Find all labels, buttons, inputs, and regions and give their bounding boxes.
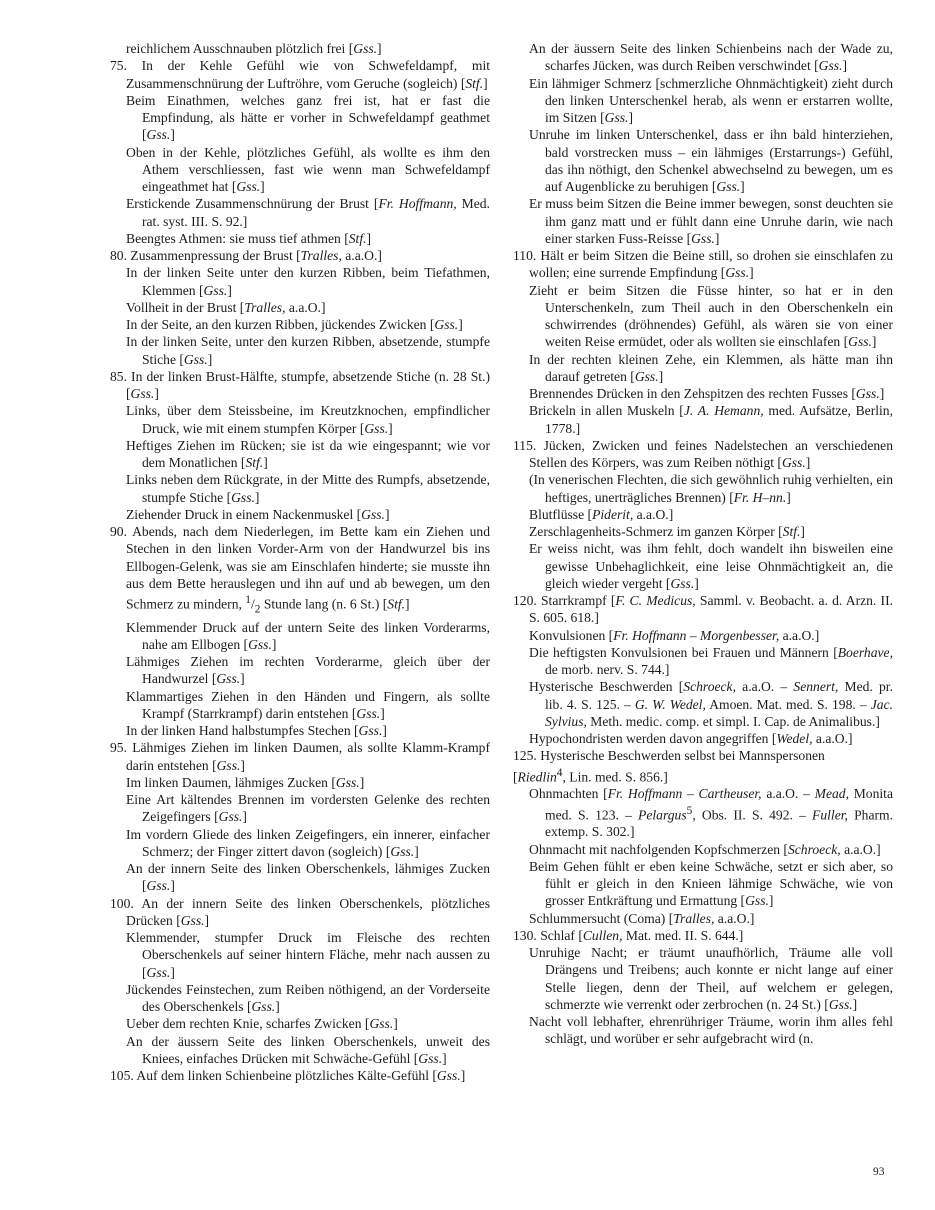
symptom-entry: Hysterische Beschwerden [Schroeck, a.a.O. – Sennert, Med. pr. lib. 4. S. 125. – G. W. Wedel, Amoen. Mat. med. S. 198. – Jac. Sylvius, Meth. medic. comp. et simpl. I. Cap. de Animalibus.] — [529, 679, 893, 729]
symptom-entry: Im vordern Gliede des linken Zeigefingers, ein innerer, einfacher Schmerz; der Finger zittert davon (sogleich) [Gss.] — [126, 826, 490, 859]
symptom-entry: reichlichem Ausschnauben plötzlich frei [Gss.] — [126, 41, 382, 56]
numbered-symptom-entry: 110. Hält er beim Sitzen die Beine still, so drohen sie einschlafen zu wollen; eine surrende Empfindung [Gss.] — [513, 248, 893, 281]
numbered-symptom-entry: 125. Hysterische Beschwerden selbst bei Mannspersonen — [513, 748, 825, 764]
symptom-entry: Beim Einathmen, welches ganz frei ist, hat er fast die Empfindung, als hätte er vorher in Schwefeldampf geathmet [Gss.] — [126, 92, 490, 143]
symptom-entry: Jückendes Feinstechen, zum Reiben nöthigend, an der Vorderseite des Oberschenkels [Gss.] — [126, 981, 490, 1014]
symptom-entry: Ein lähmiger Schmerz [schmerzliche Ohnmächtigkeit) zieht durch den linken Unterschenkel herab, als wenn er erstarren wollte, im Sitzen [Gss.] — [529, 75, 893, 125]
symptom-entry: In der Seite, an den kurzen Ribben, jückendes Zwicken [Gss.] — [126, 317, 463, 332]
symptom-entry: Ohnmacht mit nachfolgenden Kopfschmerzen [Schroeck, a.a.O.] — [529, 841, 881, 857]
symptom-entry: Ueber dem rechten Knie, scharfes Zwicken [Gss.] — [126, 1016, 398, 1032]
numbered-symptom-entry: 130. Schlaf [Cullen, Mat. med. II. S. 644.] — [513, 927, 744, 943]
symptom-entry: Beengtes Athmen: sie muss tief athmen [Stf.] — [126, 230, 372, 246]
right-column — [513, 40, 893, 1048]
symptom-entry: Schlummersucht (Coma) [Tralles, a.a.O.] — [529, 910, 755, 926]
numbered-symptom-entry: 90. Abends, nach dem Niederlegen, im Bette kam ein Ziehen und Stechen in den linken Vorder-Arm von der Handwurzel bis ins Ellbogen-Gelenk, was sie am Einschlafen hinderte; sie musste ihn aus dem Bette herauslegen und ihn auf und ab bewegen, um den Schmerz zu mindern, $^1/_2$ Stunde lang (n. 6 St.) [Stf.] — [110, 524, 490, 616]
symptom-entry: In der linken Hand halbstumpfes Stechen [Gss.] — [126, 723, 387, 738]
symptom-entry: Ziehender Druck in einem Nackenmuskel [Gss.] — [126, 506, 390, 522]
symptom-entry: Beim Gehen fühlt er eben keine Schwäche, setzt er sich aber, so fühlt er gleich in den Knieen lähmige Schwäche, wie von grosser Entkräftung und Ermattung [Gss.] — [529, 858, 893, 909]
symptom-entry: Er weiss nicht, was ihm fehlt, doch wandelt ihn bisweilen eine gewisse Unbehaglichkeit, eine leise Ohnmächtigkeit an, die gleich wieder vergeht [Gss.] — [529, 541, 893, 591]
symptom-entry: Klemmender, stumpfer Druck im Fleische des rechten Oberschenkels auf seiner hintern Fläche, mehr nach aussen zu [Gss.] — [126, 930, 490, 980]
numbered-symptom-entry: 80. Zusammenpressung der Brust [Tralles, a.a.O.] — [110, 248, 382, 263]
symptom-entry: Brennendes Drücken in den Zehspitzen des rechten Fusses [Gss.] — [529, 386, 885, 401]
symptom-entry: [Riedlin$^4$, Lin. med. S. 856.] — [513, 766, 668, 785]
symptom-entry: Zerschlagenheits-Schmerz im ganzen Körper [Stf.] — [529, 524, 805, 539]
symptom-entry: Lähmiges Ziehen im rechten Vorderarme, gleich über der Handwurzel [Gss.] — [126, 654, 490, 687]
symptom-entry: Ohnmachten [Fr. Hoffmann – Cartheuser, a.a.O. – Mead, Monita med. S. 123. – Pelargus$^5$, Obs. II. S. 492. – Fuller, Pharm. extemp. S. 302.] — [529, 786, 893, 840]
symptom-entry: Klammartiges Ziehen in den Händen und Fingern, als sollte Krampf (Starrkrampf) darin entstehen [Gss.] — [126, 688, 490, 721]
numbered-symptom-entry: 95. Lähmiges Ziehen im linken Daumen, als sollte Klamm-Krampf darin entstehen [Gss.] — [110, 740, 490, 773]
numbered-symptom-entry: 100. An der innern Seite des linken Oberschenkels, plötzliches Drücken [Gss.] — [110, 895, 490, 928]
numbered-symptom-entry: 115. Jücken, Zwicken und feines Nadelstechen an verschiedenen Stellen des Körpers, was zum Reiben nöthigt [Gss.] — [513, 437, 893, 470]
symptom-entry: Vollheit in der Brust [Tralles, a.a.O.] — [126, 299, 326, 315]
symptom-entry: Brickeln in allen Muskeln [J. A. Hemann, med. Aufsätze, Berlin, 1778.] — [529, 403, 893, 436]
symptom-entry: Zieht er beim Sitzen die Füsse hinter, so hat er in den Unterschenkeln, zum Theil auch in den Oberschenkeln ein schwirrendes (dröhnendes) Gefühl, als wären sie von einer weiten Reise ermüdet, oder als wollten sie einschlafen [Gss.] — [529, 282, 893, 350]
symptom-entry: An der äussern Seite des linken Oberschenkels, unweit des Kniees, einfaches Drücken mit Schwäche-Gefühl [Gss.] — [126, 1033, 490, 1066]
symptom-entry: An der innern Seite des linken Oberschenkels, lähmiges Zucken [Gss.] — [126, 861, 490, 894]
left-column — [110, 40, 490, 1084]
numbered-symptom-entry: 120. Starrkrampf [F. C. Medicus, Samml. v. Beobacht. a. d. Arzn. II. S. 605. 618.] — [513, 593, 893, 626]
symptom-entry: (In venerischen Flechten, die sich gewöhnlich ruhig verhielten, ein heftiges, unerträgliches Brennen) [Fr. H–nn.] — [529, 472, 893, 505]
symptom-entry: Klemmender Druck auf der untern Seite des linken Vorderarms, nahe am Ellbogen [Gss.] — [126, 619, 490, 652]
symptom-entry: Eine Art kältendes Brennen im vordersten Gelenke des rechten Zeigefingers [Gss.] — [126, 792, 490, 825]
symptom-entry: Im linken Daumen, lähmiges Zucken [Gss.] — [126, 774, 365, 790]
symptom-entry: Oben in der Kehle, plötzliches Gefühl, als wollte es ihm den Athem verschliessen, fast wie wenn man Schwefeldampf eingeathmet hat [Gss.] — [126, 144, 490, 194]
symptom-entry: Unruhige Nacht; er träumt unaufhörlich, Träume alle voll Drängens und Treibens; auch konnte er nicht lange auf einer Stelle liegen, denn der Theil, auf welchem er gelegen, schmerzte wie verrenkt oder zerbrochen (n. 24 St.) [Gss.] — [529, 945, 893, 1012]
symptom-entry: Heftiges Ziehen im Rücken; sie ist da wie eingespannt; wie vor dem Monatlichen [Stf.] — [126, 437, 490, 470]
symptom-entry: Nacht voll lebhafter, ehrenrühriger Träume, worin ihm alles fehl schlägt, und worüber er sehr aufgebracht wird (n. — [529, 1014, 893, 1047]
symptom-entry: Die heftigsten Konvulsionen bei Frauen und Männern [Boerhave, de morb. nerv. S. 744.] — [529, 644, 893, 677]
symptom-entry: An der äussern Seite des linken Schienbeins nach der Wade zu, scharfes Jücken, was durch Reiben verschwindet [Gss.] — [529, 41, 893, 74]
symptom-entry: Links neben dem Rückgrate, in der Mitte des Rumpfs, absetzende, stumpfe Stiche [Gss.] — [126, 472, 490, 505]
symptom-entry: In der linken Seite, unter den kurzen Ribben, absetzende, stumpfe Stiche [Gss.] — [126, 334, 490, 367]
symptom-entry: Blutflüsse [Piderit, a.a.O.] — [529, 506, 674, 522]
symptom-entry: In der rechten kleinen Zehe, ein Klemmen, als hätte man ihn darauf getreten [Gss.] — [529, 351, 893, 384]
symptom-entry: Unruhe im linken Unterschenkel, dass er ihn bald hinterziehen, bald vorstrecken muss – ein lähmiges (Erstarrungs-) Gefühl, das ihn nöthigt, den Schenkel abwechselnd zu bewegen, um es auf Augenblicke zu beruhigen [Gss.] — [529, 127, 893, 194]
symptom-entry: Er muss beim Sitzen die Beine immer bewegen, sonst deuchten sie ihm ganz matt und er fühlt dann eine Unruhe darin, wie nach einer starken Fuss-Reisse [Gss.] — [529, 196, 893, 246]
page-number: 93 — [873, 1166, 885, 1178]
symptom-entry: Hypochondristen werden davon angegriffen [Wedel, a.a.O.] — [529, 731, 853, 746]
numbered-symptom-entry: 85. In der linken Brust-Hälfte, stumpfe, absetzende Stiche (n. 28 St.) [Gss.] — [110, 368, 490, 401]
symptom-entry: Konvulsionen [Fr. Hoffmann – Morgenbesser, a.a.O.] — [529, 627, 820, 643]
symptom-entry: Links, über dem Steissbeine, im Kreutzknochen, empfindlicher Druck, wie mit einem stumpfen Körper [Gss.] — [126, 403, 490, 436]
symptom-entry: In der linken Seite unter den kurzen Ribben, beim Tiefathmen, Klemmen [Gss.] — [126, 265, 490, 298]
numbered-symptom-entry: 105. Auf dem linken Schienbeine plötzliches Kälte-Gefühl [Gss.] — [110, 1068, 466, 1083]
numbered-symptom-entry: 75. In der Kehle Gefühl wie von Schwefeldampf, mit Zusammenschnürung der Luftröhre, vom Geruche (sogleich) [Stf.] — [110, 58, 490, 91]
symptom-entry: Erstickende Zusammenschnürung der Brust [Fr. Hoffmann, Med. rat. syst. III. S. 92.] — [126, 196, 490, 229]
